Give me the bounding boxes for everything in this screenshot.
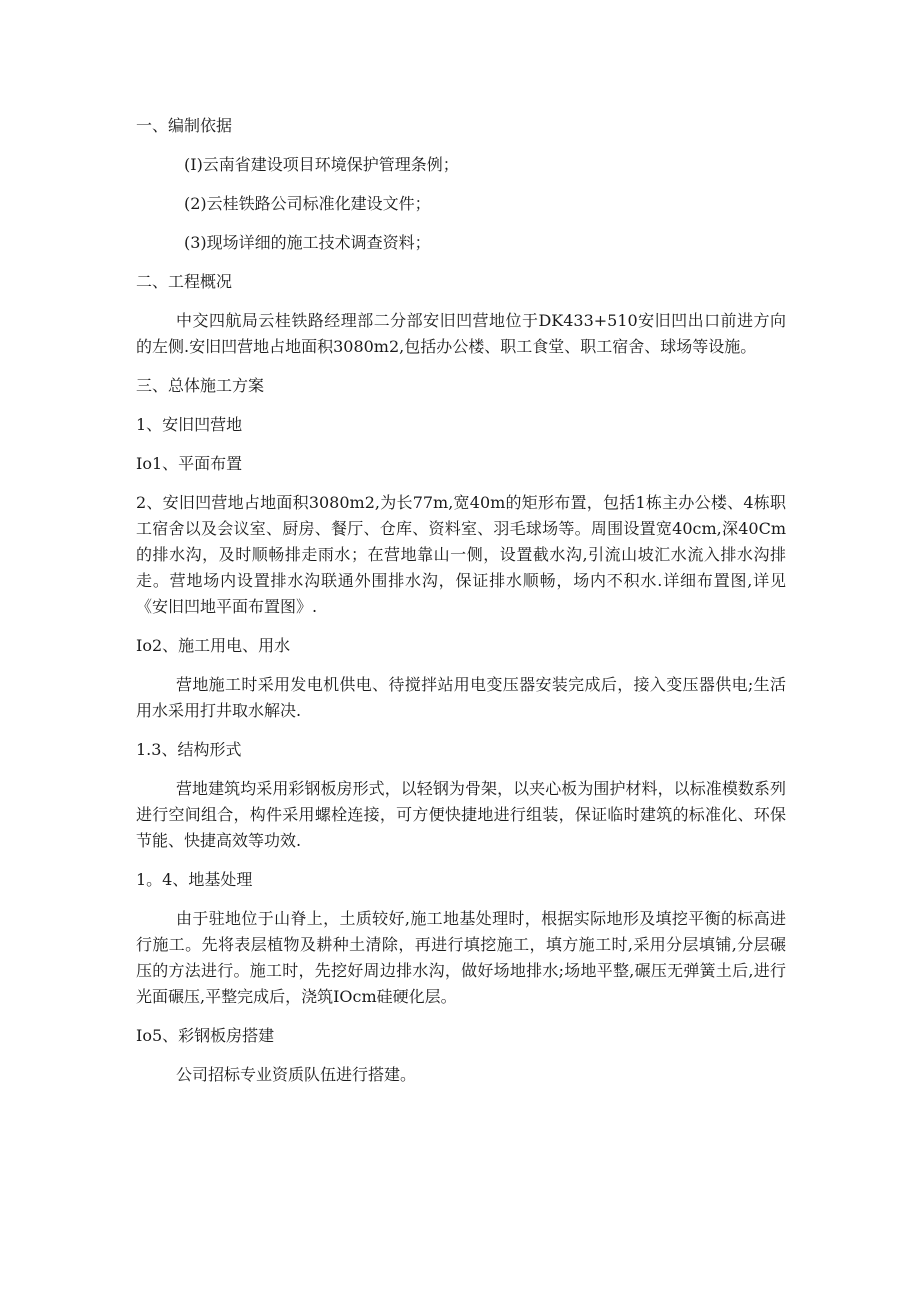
subheading-foundation: 1。4、地基处理: [136, 870, 253, 889]
subheading-layout: Io1、平面布置: [136, 454, 243, 473]
foundation-paragraph: 由于驻地位于山脊上，土质较好,施工地基处理时，根据实际地形及填挖平衡的标高进行施工。先将表层植物及耕种土清除，再进行填挖施工，填方施工时,采用分层填铺,分层碾压的方法进行。施工时，先挖好周边排水沟，做好场地排水;场地平整,碾压无弹簧土后,进行光面碾压,平整完成后，浇筑IOcm硅硬化层。: [136, 909, 786, 1006]
basis-item-1: (I)云南省建设项目环境保护管理条例；: [184, 155, 459, 174]
layout-paragraph: 2、安旧凹营地占地面积3080m2,为长77m,宽40m的矩形布置，包括1栋主办公楼、4栋职工宿舍以及会议室、厨房、餐厅、仓库、资料室、羽毛球场等。周围设置宽40cm,深40Cm的排水沟，及时顺畅排走雨水；在营地靠山一侧，设置截水沟,引流山坡汇水流入排水沟排走。营地场内设置排水沟联通外围排水沟，保证排水顺畅，场内不积水.详细布置图,详见《安旧凹地平面布置图》.: [136, 493, 786, 616]
steel-house-paragraph: 公司招标专业资质队伍进行搭建。: [176, 1065, 417, 1084]
power-water-paragraph: 营地施工时采用发电机供电、待搅拌站用电变压器安装完成后，接入变压器供电;生活用水采用打井取水解决.: [136, 675, 786, 720]
basis-item-3: (3)现场详细的施工技术调查资料；: [184, 233, 431, 252]
subheading-camp: 1、安旧凹营地: [136, 415, 243, 434]
section-heading-overview: 二、工程概况: [136, 272, 233, 291]
section-heading-plan: 三、总体施工方案: [136, 376, 265, 395]
section-heading-basis: 一、编制依据: [136, 116, 233, 135]
subheading-steel-house: Io5、彩钢板房搭建: [136, 1026, 275, 1045]
document-page: [136, 113, 786, 1101]
structure-paragraph: 营地建筑均采用彩钢板房形式，以轻钢为骨架，以夹心板为围护材料，以标准模数系列进行空间组合，构件采用螺栓连接，可方便快捷地进行组装，保证临时建筑的标准化、环保节能、快捷高效等功效.: [136, 779, 786, 850]
overview-paragraph: 中交四航局云桂铁路经理部二分部安旧凹营地位于DK433+510安旧凹出口前进方向的左侧.安旧凹营地占地面积3080m2,包括办公楼、职工食堂、职工宿舍、球场等设施。: [136, 311, 786, 356]
subheading-power-water: Io2、施工用电、用水: [136, 636, 291, 655]
subheading-structure: 1.3、结构形式: [136, 740, 242, 759]
basis-item-2: (2)云桂铁路公司标准化建设文件；: [184, 194, 431, 213]
